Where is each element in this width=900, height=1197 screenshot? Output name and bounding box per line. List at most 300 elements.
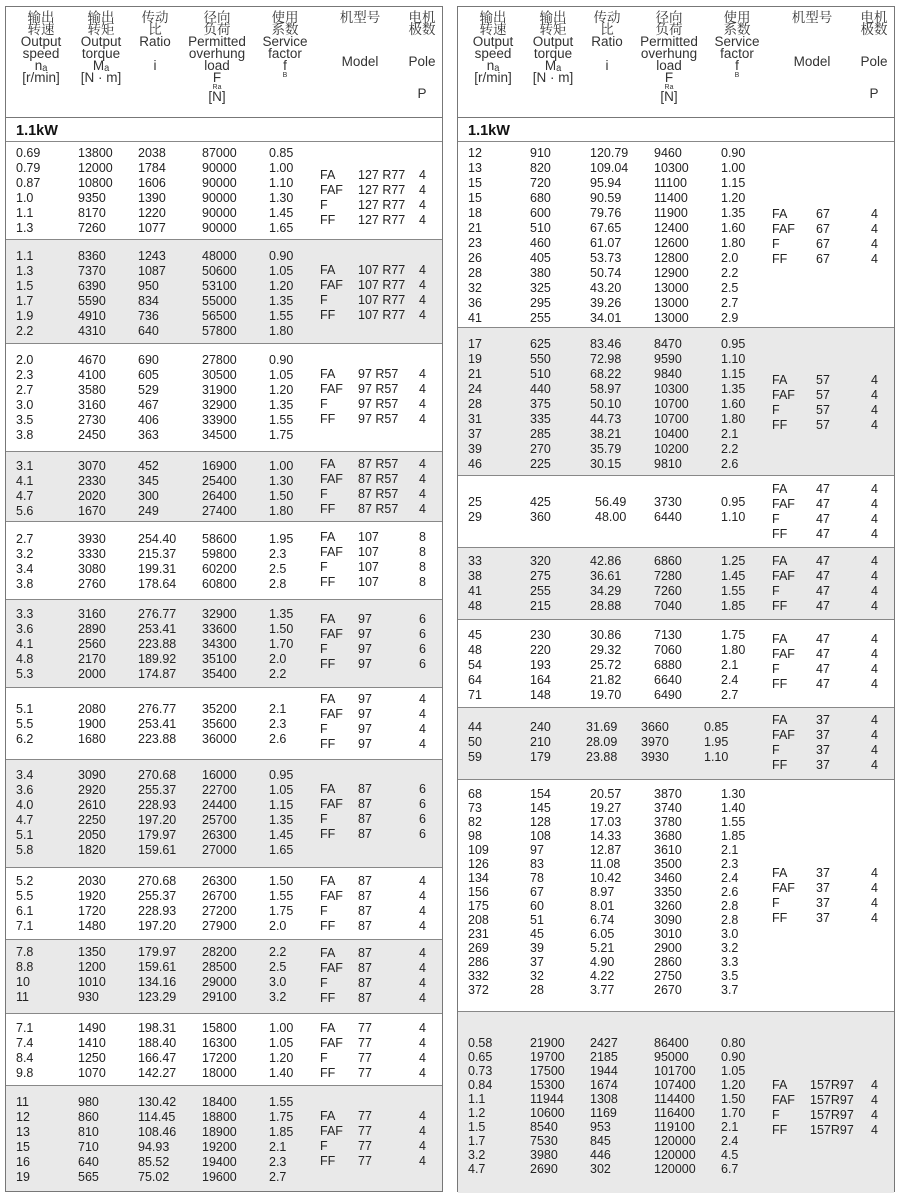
model-number: 47 xyxy=(816,482,830,496)
pole-cell: 4 xyxy=(871,512,878,526)
torque-cell: 1490 xyxy=(78,1021,106,1035)
header-speed-en: Output xyxy=(472,34,514,49)
model-number: 97 xyxy=(358,737,372,751)
service-factor-cell: 2.6 xyxy=(269,732,287,746)
model-prefix: F xyxy=(320,560,328,574)
header-pole-sym: P xyxy=(869,86,879,101)
ratio-cell: 68.22 xyxy=(590,367,622,381)
ratio-cell: 36.61 xyxy=(590,569,622,583)
table-row xyxy=(458,815,894,830)
model-row xyxy=(458,1108,894,1123)
ratio-cell: 31.69 xyxy=(586,720,618,734)
torque-cell: 680 xyxy=(530,191,551,205)
pole-cell: 4 xyxy=(871,599,878,613)
model-row xyxy=(6,367,442,382)
speed-cell: 39 xyxy=(468,442,482,456)
torque-cell: 335 xyxy=(530,412,551,426)
model-number: 37 xyxy=(816,713,830,727)
pole-cell: 4 xyxy=(871,1108,878,1122)
speed-cell: 21 xyxy=(468,221,482,235)
speed-cell: 2.7 xyxy=(16,532,34,546)
load-cell: 26300 xyxy=(202,874,237,888)
speed-cell: 36 xyxy=(468,296,482,310)
load-cell: 107400 xyxy=(654,1078,696,1092)
header-speed-cn: 输出 xyxy=(479,10,507,25)
model-row xyxy=(458,527,894,542)
model-prefix: F xyxy=(772,237,780,251)
model-prefix: F xyxy=(772,403,780,417)
speed-cell: 64 xyxy=(468,673,482,687)
model-prefix: FA xyxy=(772,1078,788,1092)
table-header xyxy=(6,7,442,118)
speed-cell: 45 xyxy=(468,628,482,642)
speed-cell: 0.84 xyxy=(468,1078,493,1092)
service-factor-cell: 2.9 xyxy=(721,311,739,325)
model-number: 87 xyxy=(358,827,372,841)
torque-cell: 164 xyxy=(530,673,551,687)
torque-cell: 7260 xyxy=(78,221,106,235)
torque-cell: 3930 xyxy=(78,532,106,546)
ratio-cell: 38.21 xyxy=(590,427,622,441)
model-row xyxy=(6,991,442,1006)
speed-cell: 8.4 xyxy=(16,1051,34,1065)
model-prefix: F xyxy=(772,896,780,910)
service-factor-cell: 1.10 xyxy=(721,352,746,366)
model-row xyxy=(458,388,894,403)
pole-cell: 4 xyxy=(871,497,878,511)
pole-cell: 4 xyxy=(419,1021,426,1035)
model-row xyxy=(6,575,442,590)
model-number: 47 xyxy=(816,632,830,646)
model-row xyxy=(6,213,442,228)
service-factor-cell: 3.0 xyxy=(269,975,287,989)
header-speed-cn: 输出 xyxy=(27,10,55,25)
load-cell: 120000 xyxy=(654,1162,696,1176)
model-number: 107 xyxy=(358,530,379,544)
load-cell: 7040 xyxy=(654,599,682,613)
load-cell: 15800 xyxy=(202,1021,237,1035)
speed-cell: 134 xyxy=(468,871,489,885)
load-cell: 6880 xyxy=(654,658,682,672)
speed-cell: 13 xyxy=(468,161,482,175)
model-row xyxy=(458,743,894,758)
ratio-cell: 174.87 xyxy=(138,667,177,681)
model-prefix: F xyxy=(320,904,328,918)
speed-cell: 0.73 xyxy=(468,1064,493,1078)
speed-cell: 7.8 xyxy=(16,945,34,959)
torque-cell: 5590 xyxy=(78,294,106,308)
model-row xyxy=(458,418,894,433)
speed-cell: 11 xyxy=(16,990,29,1004)
load-cell: 11900 xyxy=(654,206,688,220)
torque-cell: 9350 xyxy=(78,191,106,205)
model-number: 47 xyxy=(816,677,830,691)
ratio-cell: 1784 xyxy=(138,161,166,175)
ratio-cell: 35.79 xyxy=(590,442,622,456)
speed-cell: 4.7 xyxy=(16,489,34,503)
header-service xyxy=(708,12,766,79)
load-cell: 7130 xyxy=(654,628,682,642)
service-factor-cell: 1.55 xyxy=(269,413,294,427)
ratio-cell: 1087 xyxy=(138,264,166,278)
speed-cell: 5.8 xyxy=(16,843,34,857)
model-row xyxy=(458,403,894,418)
service-factor-cell: 1.55 xyxy=(269,309,294,323)
load-cell: 116400 xyxy=(654,1106,695,1120)
service-factor-cell: 1.75 xyxy=(269,428,294,442)
table-row xyxy=(6,353,442,368)
ratio-cell: 198.31 xyxy=(138,1021,177,1035)
model-prefix: FA xyxy=(320,782,336,796)
load-cell: 27400 xyxy=(202,504,237,518)
service-factor-cell: 0.85 xyxy=(269,146,294,160)
table-row xyxy=(6,1170,442,1185)
model-number: 67 xyxy=(816,222,830,236)
speed-cell: 44 xyxy=(468,720,482,734)
header-service-cn: 使用 xyxy=(723,10,751,25)
model-number: 157R97 xyxy=(810,1093,854,1107)
ratio-cell: 1944 xyxy=(590,1064,618,1078)
torque-cell: 154 xyxy=(530,787,551,801)
model-prefix: FF xyxy=(320,1154,336,1168)
pole-cell: 8 xyxy=(419,575,426,589)
speed-cell: 1.0 xyxy=(16,191,34,205)
header-service-cn: 系数 xyxy=(271,22,299,37)
torque-cell: 21900 xyxy=(530,1036,565,1050)
speed-cell: 28 xyxy=(468,397,482,411)
header-model xyxy=(318,12,402,68)
header-pole xyxy=(404,12,440,100)
load-cell: 119100 xyxy=(654,1120,695,1134)
speed-cell: 1.3 xyxy=(16,264,34,278)
model-row xyxy=(6,782,442,797)
speed-cell: 3.3 xyxy=(16,607,34,621)
ratio-cell: 188.40 xyxy=(138,1036,177,1050)
speed-cell: 26 xyxy=(468,251,482,265)
pole-cell: 4 xyxy=(871,418,878,432)
service-factor-cell: 1.80 xyxy=(721,236,746,250)
load-cell: 10400 xyxy=(654,427,689,441)
ratio-cell: 8.01 xyxy=(590,899,615,913)
speed-cell: 3.6 xyxy=(16,783,34,797)
speed-cell: 2.2 xyxy=(16,324,34,338)
model-prefix: F xyxy=(772,662,780,676)
model-row xyxy=(458,713,894,728)
model-row xyxy=(458,1123,894,1138)
pole-cell: 4 xyxy=(871,388,878,402)
speed-cell: 13 xyxy=(16,1125,30,1139)
service-factor-cell: 1.50 xyxy=(721,1092,746,1106)
load-cell: 29100 xyxy=(202,990,237,1004)
model-prefix: FA xyxy=(320,263,336,277)
table-row xyxy=(458,457,894,472)
pole-cell: 4 xyxy=(419,487,426,501)
pole-cell: 4 xyxy=(419,457,426,471)
model-prefix: FA xyxy=(772,866,788,880)
speed-cell: 332 xyxy=(468,969,489,983)
row-group xyxy=(6,759,442,867)
torque-cell: 270 xyxy=(530,442,551,456)
model-row xyxy=(458,728,894,743)
model-prefix: F xyxy=(772,743,780,757)
load-cell: 90000 xyxy=(202,191,237,205)
speed-cell: 59 xyxy=(468,750,482,764)
speed-cell: 2.3 xyxy=(16,368,34,382)
ratio-cell: 834 xyxy=(138,294,159,308)
table-row xyxy=(458,176,894,191)
pole-cell: 6 xyxy=(419,827,426,841)
service-factor-cell: 0.90 xyxy=(269,249,294,263)
table-row xyxy=(458,1050,894,1065)
model-prefix: FAF xyxy=(772,388,795,402)
load-cell: 3780 xyxy=(654,815,682,829)
pole-cell: 6 xyxy=(419,812,426,826)
service-factor-cell: 1.75 xyxy=(269,904,294,918)
model-number: 77 xyxy=(358,1021,372,1035)
model-prefix: FAF xyxy=(320,961,343,975)
ratio-cell: 4.90 xyxy=(590,955,615,969)
ratio-cell: 6.74 xyxy=(590,913,615,927)
model-number: 87 xyxy=(358,782,372,796)
torque-cell: 3980 xyxy=(530,1148,558,1162)
load-cell: 3350 xyxy=(654,885,682,899)
load-cell: 3260 xyxy=(654,899,682,913)
ratio-cell: 20.57 xyxy=(590,787,622,801)
ratio-cell: 199.31 xyxy=(138,562,177,576)
load-cell: 60800 xyxy=(202,577,237,591)
service-factor-cell: 1.30 xyxy=(721,787,746,801)
pole-cell: 4 xyxy=(871,237,878,251)
model-row xyxy=(458,911,894,926)
torque-cell: 2690 xyxy=(530,1162,558,1176)
load-cell: 53100 xyxy=(202,279,237,293)
model-row xyxy=(6,812,442,827)
service-factor-cell: 1.15 xyxy=(721,176,746,190)
model-row xyxy=(6,1021,442,1036)
model-prefix: FAF xyxy=(772,222,795,236)
torque-cell: 2020 xyxy=(78,489,106,503)
speed-cell: 54 xyxy=(468,658,482,672)
row-group xyxy=(458,475,894,547)
model-prefix: F xyxy=(320,1139,328,1153)
service-factor-cell: 1.50 xyxy=(269,622,294,636)
load-cell: 3730 xyxy=(654,495,682,509)
service-factor-cell: 1.00 xyxy=(721,161,746,175)
table-row xyxy=(458,1064,894,1079)
speed-cell: 5.3 xyxy=(16,667,34,681)
speed-cell: 4.1 xyxy=(16,474,34,488)
ratio-cell: 83.46 xyxy=(590,337,622,351)
model-row xyxy=(6,397,442,412)
service-factor-cell: 1.80 xyxy=(721,412,746,426)
load-cell: 59800 xyxy=(202,547,237,561)
model-prefix: FAF xyxy=(320,472,343,486)
service-factor-cell: 1.85 xyxy=(721,829,746,843)
service-factor-cell: 2.4 xyxy=(721,673,739,687)
header-ratio-cn: 比 xyxy=(148,22,162,37)
torque-cell: 8170 xyxy=(78,206,106,220)
model-row xyxy=(6,457,442,472)
service-factor-cell: 1.10 xyxy=(704,750,729,764)
model-number: 47 xyxy=(816,512,830,526)
model-row xyxy=(458,632,894,647)
model-number: 97 R57 xyxy=(358,412,399,426)
model-prefix: F xyxy=(320,198,328,212)
load-cell: 2900 xyxy=(654,941,682,955)
load-cell: 9810 xyxy=(654,457,682,471)
ratio-cell: 21.82 xyxy=(590,673,622,687)
ratio-cell: 94.93 xyxy=(138,1140,170,1154)
model-row xyxy=(6,946,442,961)
ratio-cell: 950 xyxy=(138,279,159,293)
model-number: 127 R77 xyxy=(358,213,406,227)
header-service-sub: B xyxy=(282,72,288,79)
model-prefix: FF xyxy=(320,412,336,426)
torque-cell: 37 xyxy=(530,955,544,969)
header-ratio-en: Ratio xyxy=(139,34,171,49)
model-number: 87 xyxy=(358,874,372,888)
ratio-cell: 23.88 xyxy=(586,750,618,764)
model-row xyxy=(6,707,442,722)
torque-cell: 1250 xyxy=(78,1051,106,1065)
model-row xyxy=(6,560,442,575)
torque-cell: 4670 xyxy=(78,353,106,367)
model-prefix: FAF xyxy=(772,647,795,661)
service-factor-cell: 1.75 xyxy=(269,1110,294,1124)
torque-cell: 67 xyxy=(530,885,544,899)
pole-cell: 4 xyxy=(419,263,426,277)
table-row xyxy=(6,843,442,858)
service-factor-cell: 0.95 xyxy=(721,337,746,351)
ratio-cell: 39.26 xyxy=(590,296,622,310)
service-factor-cell: 1.65 xyxy=(269,221,294,235)
torque-cell: 325 xyxy=(530,281,551,295)
pole-cell: 4 xyxy=(871,1078,878,1092)
torque-cell: 285 xyxy=(530,427,551,441)
model-number: 77 xyxy=(358,1066,372,1080)
service-factor-cell: 2.0 xyxy=(269,919,287,933)
torque-cell: 2170 xyxy=(78,652,106,666)
model-prefix: FF xyxy=(772,677,788,691)
model-row xyxy=(458,881,894,896)
service-factor-cell: 2.5 xyxy=(721,281,739,295)
torque-cell: 28 xyxy=(530,983,544,997)
header-speed xyxy=(14,12,68,84)
torque-cell: 17500 xyxy=(530,1064,565,1078)
model-prefix: FAF xyxy=(320,627,343,641)
load-cell: 58600 xyxy=(202,532,237,546)
pole-cell: 4 xyxy=(871,569,878,583)
model-number: 67 xyxy=(816,237,830,251)
speed-cell: 0.58 xyxy=(468,1036,493,1050)
model-number: 67 xyxy=(816,252,830,266)
model-prefix: FA xyxy=(320,946,336,960)
pole-cell: 4 xyxy=(419,707,426,721)
model-prefix: FAF xyxy=(320,183,343,197)
model-number: 87 R57 xyxy=(358,487,399,501)
header-speed-sym: nₐ xyxy=(486,58,500,73)
ratio-cell: 8.97 xyxy=(590,885,615,899)
torque-cell: 19700 xyxy=(530,1050,565,1064)
torque-cell: 980 xyxy=(78,1095,99,1109)
service-factor-cell: 3.7 xyxy=(721,983,739,997)
model-row xyxy=(458,866,894,881)
model-prefix: FA xyxy=(320,612,336,626)
pole-cell: 4 xyxy=(419,1139,426,1153)
ratio-cell: 253.41 xyxy=(138,622,177,636)
ratio-cell: 85.52 xyxy=(138,1155,170,1169)
pole-cell: 4 xyxy=(871,403,878,417)
model-prefix: FAF xyxy=(320,797,343,811)
model-row xyxy=(6,1154,442,1169)
service-factor-cell: 1.35 xyxy=(269,294,294,308)
speed-cell: 28 xyxy=(468,266,482,280)
table-row xyxy=(458,927,894,942)
header-torque-cn: 转矩 xyxy=(539,22,567,37)
model-row xyxy=(6,1066,442,1081)
torque-cell: 320 xyxy=(530,554,551,568)
speed-cell: 23 xyxy=(468,236,482,250)
service-factor-cell: 1.80 xyxy=(269,324,294,338)
torque-cell: 240 xyxy=(530,720,551,734)
model-number: 97 R57 xyxy=(358,367,399,381)
row-group xyxy=(6,141,442,239)
load-cell: 114400 xyxy=(654,1092,695,1106)
service-factor-cell: 1.95 xyxy=(704,735,729,749)
pole-cell: 4 xyxy=(419,889,426,903)
speed-cell: 98 xyxy=(468,829,482,843)
ratio-cell: 529 xyxy=(138,383,159,397)
header-torque-cn: 转矩 xyxy=(87,22,115,37)
ratio-cell: 28.09 xyxy=(586,735,618,749)
load-cell: 19400 xyxy=(202,1155,237,1169)
torque-cell: 148 xyxy=(530,688,551,702)
header-speed-unit: [r/min] xyxy=(22,70,60,85)
torque-cell: 1200 xyxy=(78,960,106,974)
ratio-cell: 6.05 xyxy=(590,927,615,941)
ratio-cell: 223.88 xyxy=(138,637,177,651)
service-factor-cell: 1.05 xyxy=(721,1064,746,1078)
model-prefix: FA xyxy=(320,367,336,381)
model-prefix: FF xyxy=(772,418,788,432)
model-row xyxy=(6,183,442,198)
model-row xyxy=(6,278,442,293)
torque-cell: 860 xyxy=(78,1110,99,1124)
header-load-sym: F xyxy=(212,70,222,85)
service-factor-cell: 2.2 xyxy=(721,442,739,456)
speed-cell: 16 xyxy=(16,1155,30,1169)
load-cell: 18900 xyxy=(202,1125,237,1139)
load-cell: 18800 xyxy=(202,1110,237,1124)
speed-cell: 15 xyxy=(468,191,482,205)
speed-cell: 7.1 xyxy=(16,919,34,933)
service-factor-cell: 2.7 xyxy=(721,688,739,702)
load-cell: 35100 xyxy=(202,652,237,666)
pole-cell: 4 xyxy=(871,207,878,221)
torque-cell: 45 xyxy=(530,927,544,941)
header-speed-cn: 转速 xyxy=(479,22,507,37)
speed-cell: 0.65 xyxy=(468,1050,493,1064)
header-service xyxy=(256,12,314,79)
load-cell: 36000 xyxy=(202,732,237,746)
pole-cell: 4 xyxy=(871,1093,878,1107)
row-group xyxy=(6,521,442,599)
service-factor-cell: 2.5 xyxy=(269,960,287,974)
speed-cell: 0.69 xyxy=(16,146,41,160)
speed-cell: 15 xyxy=(468,176,482,190)
load-cell: 17200 xyxy=(202,1051,237,1065)
service-factor-cell: 2.2 xyxy=(269,945,287,959)
